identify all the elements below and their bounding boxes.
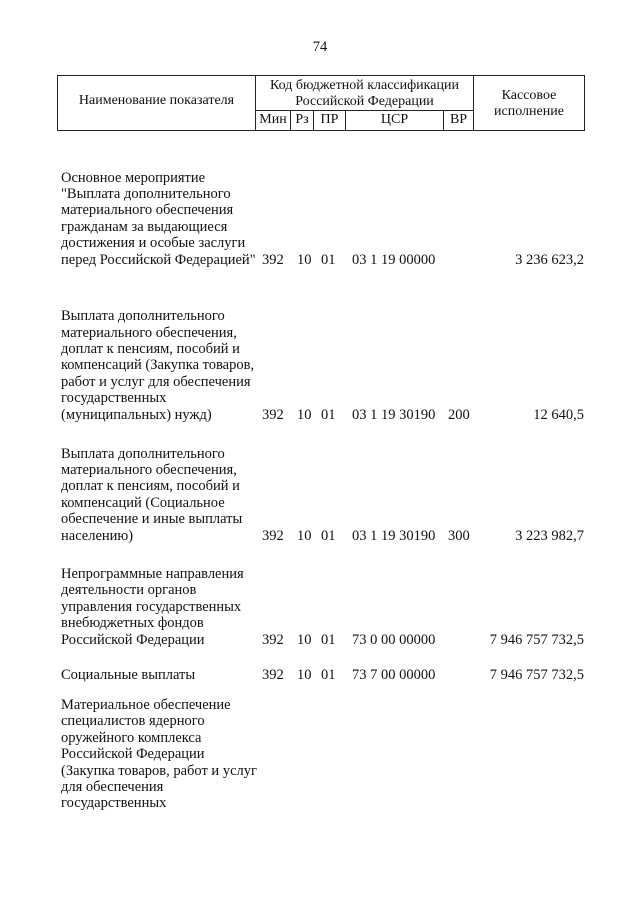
row-pr: 01 bbox=[321, 666, 336, 683]
row-amount: 7 946 757 732,5 bbox=[489, 666, 584, 683]
page-number: 74 bbox=[312, 39, 328, 55]
header-sub-pr: ПР bbox=[320, 112, 339, 127]
row-csr: 03 1 19 30190 bbox=[352, 406, 436, 423]
row-rz: 10 bbox=[297, 631, 312, 648]
row-rz: 10 bbox=[297, 406, 312, 423]
row-min: 392 bbox=[262, 631, 284, 648]
row-rz: 10 bbox=[297, 251, 312, 268]
header-sub-vr: ВР bbox=[449, 112, 468, 127]
header-name-col: Наименование показателя bbox=[78, 93, 235, 108]
header-sub-rz: Рз bbox=[295, 112, 309, 127]
row-rz: 10 bbox=[297, 666, 312, 683]
table-row bbox=[0, 439, 640, 544]
table-row bbox=[0, 560, 640, 648]
row-name: Материальное обеспечение специалистов ядерного оружейного комплекса Российской Федерации (Закупка товаров, работ и услуг для обеспечения государственных bbox=[61, 697, 257, 812]
row-csr: 03 1 19 30190 bbox=[352, 527, 436, 544]
header-sub-min: Мин bbox=[259, 112, 287, 127]
row-min: 392 bbox=[262, 666, 284, 683]
header-code-group-line2: Российской Федерации bbox=[295, 94, 434, 109]
header-border-bottom bbox=[57, 130, 585, 131]
header-amount-line2: исполнение bbox=[494, 104, 564, 119]
header-border-right bbox=[584, 75, 585, 131]
table-row bbox=[0, 663, 640, 683]
row-pr: 01 bbox=[321, 527, 336, 544]
row-name: Социальные выплаты bbox=[61, 666, 196, 683]
row-pr: 01 bbox=[321, 251, 336, 268]
row-amount: 12 640,5 bbox=[533, 406, 584, 423]
row-csr: 73 0 00 00000 bbox=[352, 631, 436, 648]
row-amount: 7 946 757 732,5 bbox=[489, 631, 584, 648]
header-sub-csr: ЦСР bbox=[380, 112, 409, 127]
row-amount: 3 223 982,7 bbox=[515, 527, 584, 544]
row-vr: 300 bbox=[448, 527, 470, 544]
row-name: Основное мероприятие "Выплата дополнительного материального обеспечения гражданам за выдающиеся достижения и особые заслуги перед Российской Федерацией" bbox=[61, 169, 256, 268]
header-amount-line1: Кассовое bbox=[501, 88, 557, 103]
row-vr: 200 bbox=[448, 406, 470, 423]
row-rz: 10 bbox=[297, 527, 312, 544]
header-divider-sub bbox=[255, 110, 474, 111]
row-csr: 03 1 19 00000 bbox=[352, 251, 436, 268]
row-min: 392 bbox=[262, 527, 284, 544]
table-row bbox=[0, 697, 640, 819]
row-pr: 01 bbox=[321, 631, 336, 648]
row-csr: 73 7 00 00000 bbox=[352, 666, 436, 683]
row-amount: 3 236 623,2 bbox=[515, 251, 584, 268]
header-border-top bbox=[57, 75, 585, 76]
row-min: 392 bbox=[262, 406, 284, 423]
header-code-group-line1: Код бюджетной классификации bbox=[270, 78, 459, 93]
row-name: Выплата дополнительного материального обеспечения, доплат к пенсиям, пособий и компенсаций (Социальное обеспечение и иные выплаты населению) bbox=[61, 445, 243, 544]
row-name: Непрограммные направления деятельности органов управления государственных внебюджетных фондов Российской Федерации bbox=[61, 565, 244, 648]
row-min: 392 bbox=[262, 251, 284, 268]
row-pr: 01 bbox=[321, 406, 336, 423]
table-row bbox=[0, 146, 640, 268]
row-name: Выплата дополнительного материального обеспечения, доплат к пенсиям, пособий и компенсаций (Закупка товаров, работ и услуг для обеспечения государственных (муниципальных) нужд) bbox=[61, 308, 255, 423]
table-row bbox=[0, 284, 640, 423]
